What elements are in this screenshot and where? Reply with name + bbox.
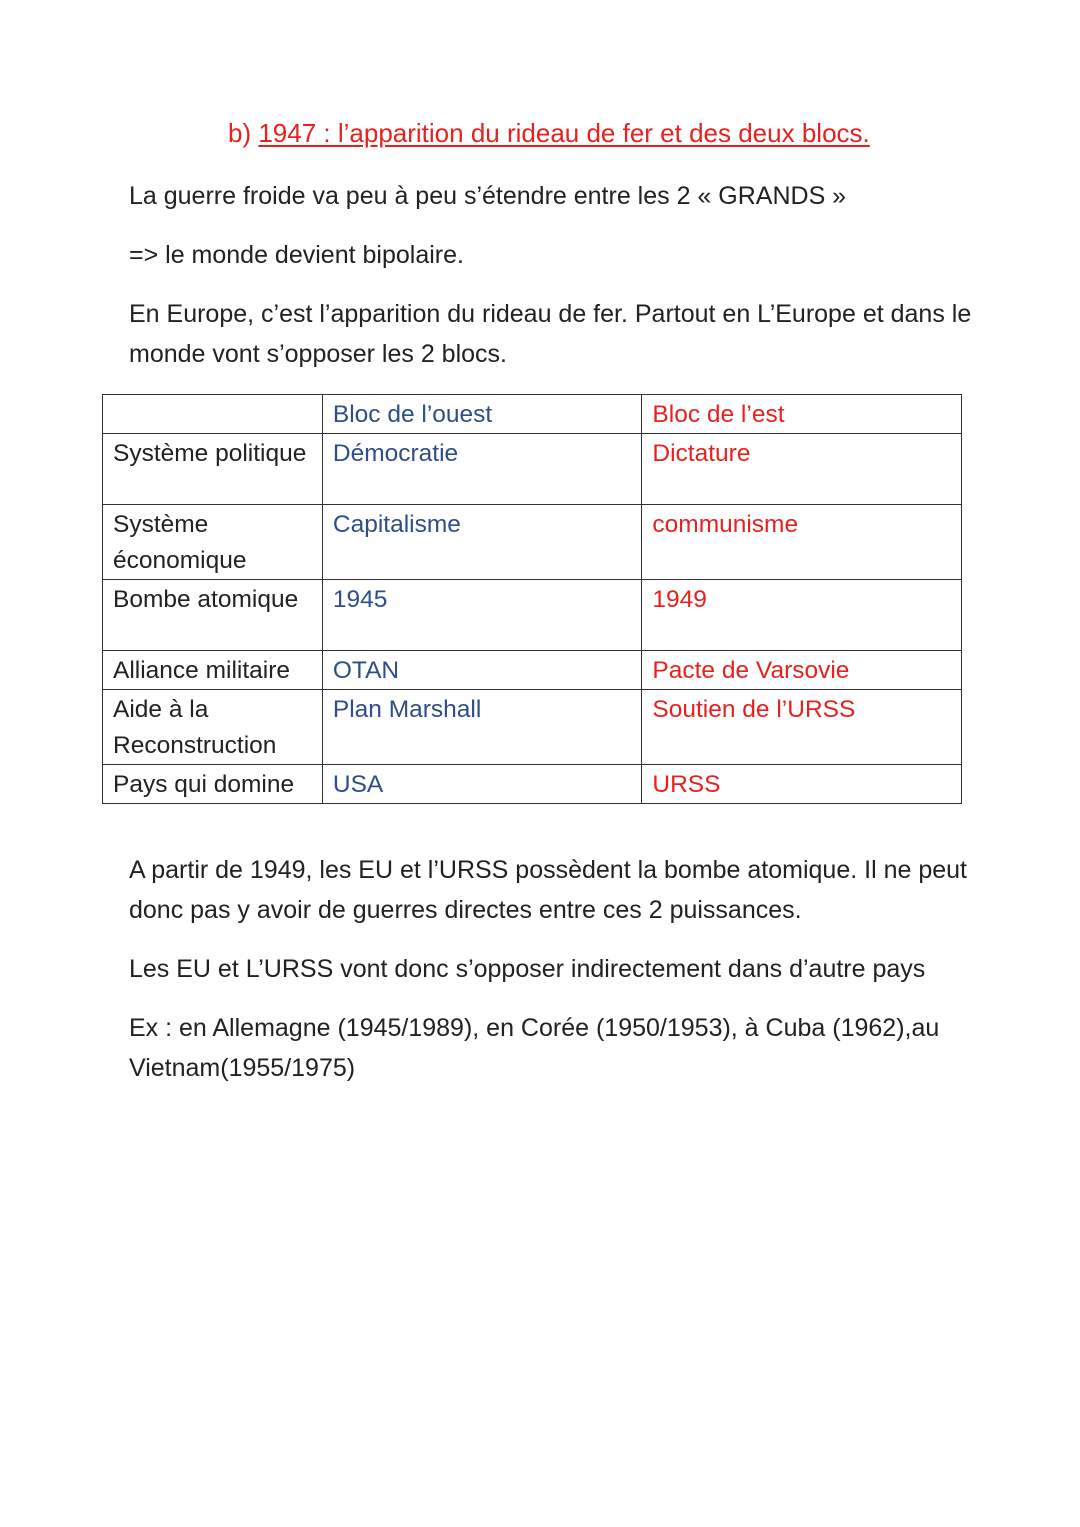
blocs-comparison-table xyxy=(102,394,962,804)
west-value: Capitalisme xyxy=(322,505,642,580)
row-label: Bombe atomique xyxy=(103,580,323,651)
paragraph-bombe-atomique: A partir de 1949, les EU et l’URSS possèdent la bombe atomique. Il ne peut donc pas y avoir de guerres directes entre ces 2 puissances. xyxy=(129,856,967,924)
east-value: URSS xyxy=(642,765,962,804)
east-value: Dictature xyxy=(642,434,962,505)
east-value: Pacte de Varsovie xyxy=(642,651,962,690)
table-row xyxy=(103,651,962,690)
row-label: Alliance militaire xyxy=(103,651,323,690)
west-value: USA xyxy=(322,765,642,804)
table-row xyxy=(103,580,962,651)
table-header-row xyxy=(103,395,962,434)
section-heading xyxy=(228,118,870,149)
row-label: Système économique xyxy=(103,505,323,580)
paragraph-bipolaire: => le monde devient bipolaire. xyxy=(129,241,464,269)
row-label: Pays qui domine xyxy=(103,765,323,804)
paragraph-guerre-froide: La guerre froide va peu à peu s’étendre entre les 2 « GRANDS » xyxy=(129,182,847,210)
paragraph-exemples: Ex : en Allemagne (1945/1989), en Corée (1950/1953), à Cuba (1962),au Vietnam(1955/1975) xyxy=(129,1014,940,1082)
row-label: Système politique xyxy=(103,434,323,505)
west-value: Plan Marshall xyxy=(322,690,642,765)
section-heading-prefix: b) xyxy=(228,118,259,148)
table-row xyxy=(103,505,962,580)
east-value: communisme xyxy=(642,505,962,580)
table-header-east: Bloc de l’est xyxy=(642,395,962,434)
section-heading-title: 1947 : l’apparition du rideau de fer et des deux blocs. xyxy=(258,118,870,148)
west-value: 1945 xyxy=(322,580,642,651)
west-value: OTAN xyxy=(322,651,642,690)
paragraph-rideau-de-fer: En Europe, c’est l’apparition du rideau de fer. Partout en L’Europe et dans le monde vont s’opposer les 2 blocs. xyxy=(129,300,972,368)
row-label: Aide à la Reconstruction xyxy=(103,690,323,765)
table-header-west: Bloc de l’ouest xyxy=(322,395,642,434)
table-row xyxy=(103,765,962,804)
east-value: Soutien de l’URSS xyxy=(642,690,962,765)
east-value: 1949 xyxy=(642,580,962,651)
table-row xyxy=(103,690,962,765)
table-row xyxy=(103,434,962,505)
west-value: Démocratie xyxy=(322,434,642,505)
paragraph-opposition-indirecte: Les EU et L’URSS vont donc s’opposer indirectement dans d’autre pays xyxy=(129,955,926,983)
table-header-empty xyxy=(103,395,323,434)
